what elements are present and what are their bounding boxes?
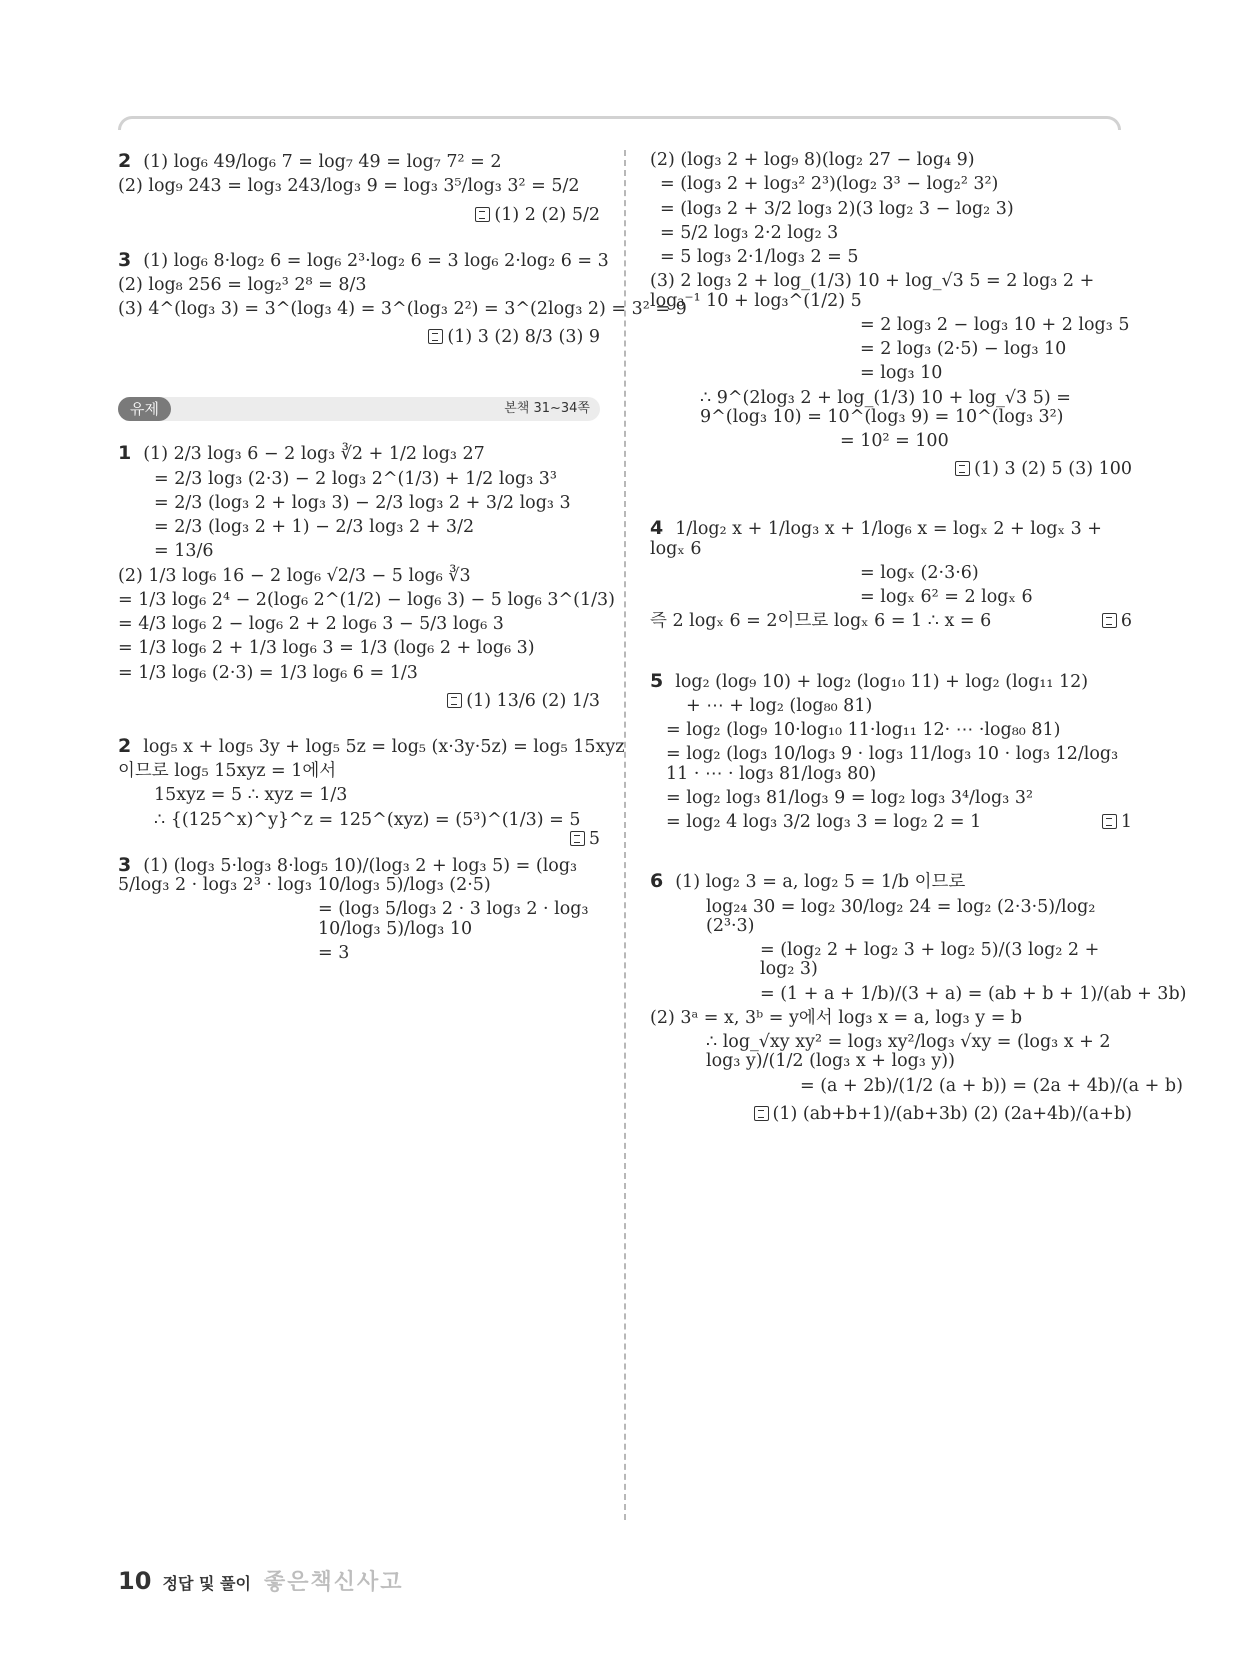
exercise-5-block [650, 671, 1132, 833]
exercise-2-line: 15xyz = 5 ∴ xyz = 1/3 [154, 785, 348, 806]
exercise-3-cont-line: = 2 log₃ (2·5) − log₃ 10 [860, 339, 1067, 359]
exercise-1-line: = 1/3 log₆ 2 + 1/3 log₆ 3 = 1/3 (log₆ 2 + log₆ 3) [118, 638, 535, 659]
problem-3-number: 3 [118, 248, 132, 271]
exercise-3-cont-line: (2) (log₃ 2 + log₉ 8)(log₂ 27 − log₄ 9) [650, 150, 975, 170]
exercise-1-line: = 1/3 log₆ 2⁴ − 2(log₆ 2^(1/2) − log₆ 3) − 5 log₆ 3^(1/3) [118, 589, 615, 610]
exercise-1-line: = 1/3 log₆ (2·3) = 1/3 log₆ 6 = 1/3 [118, 662, 418, 683]
exercise-3-cont-line: = (log₃ 2 + log₃² 2³)(log₂ 3³ − log₂² 3²) [660, 174, 999, 195]
exercise-1-number: 1 [118, 442, 132, 465]
watermark: 좋은책신사고 [264, 1570, 404, 1595]
exercise-3-continued-block [650, 151, 1132, 479]
answer-icon [428, 329, 443, 344]
section-header-bar [118, 397, 600, 421]
answer-icon [570, 831, 585, 846]
exercise-3-line: = (log₃ 5/log₃ 2 · 3 log₃ 2 · log₃ 10/log₃ 5)/log₃ 10 [318, 899, 589, 939]
answer-icon [955, 461, 970, 476]
problem-3-line-3: (3) 4^(log₃ 3) = 3^(log₃ 4) = 3^(log₃ 2²) = 3^(2log₃ 2) = 3² = 9 [118, 299, 687, 319]
exercise-1-line: 1 (1) 2/3 log₃ 6 − 2 log₃ ∛2 + 1/2 log₃ 27 [118, 442, 485, 465]
problem-3-block [118, 248, 687, 348]
exercise-5-line: + ⋯ + log₂ (log₈₀ 81) [686, 695, 873, 716]
exercise-3-cont-line: = (log₃ 2 + 3/2 log₃ 2)(3 log₂ 3 − log₂ 3) [660, 198, 1014, 219]
right-column [650, 146, 1187, 1134]
exercise-4-block [650, 518, 1132, 631]
problem-3-line-2: (2) log₈ 256 = log₂³ 2⁸ = 8/3 [118, 274, 367, 295]
page-number: 10 [118, 1567, 152, 1595]
exercise-6-number: 6 [650, 870, 664, 893]
exercise-5-line: = log₂ (log₃ 10/log₃ 9 · log₃ 11/log₃ 10 · log₃ 12/log₃ 11 · ⋯ · log₃ 81/log₃ 80) [666, 744, 1119, 784]
problem-2-line-1: 2 (1) log₆ 49/log₆ 7 = log₇ 49 = log₇ 7² = 2 [118, 150, 502, 172]
problem-2-line-2: (2) log₉ 243 = log₃ 243/log₃ 9 = log₃ 3⁵/log₃ 3² = 5/2 [118, 176, 580, 197]
exercise-1-line: = 2/3 log₃ (2·3) − 2 log₃ 2^(1/3) + 1/2 log₃ 3³ [154, 468, 557, 489]
problem-2-number: 2 [118, 150, 132, 172]
exercise-6-line: = (a + 2b)/(1/2 (a + b)) = (2a + 4b)/(a + b) [800, 1075, 1183, 1096]
exercise-2-block [118, 734, 625, 849]
exercise-4-line: 즉 2 logₓ 6 = 2이므로 logₓ 6 = 1 ∴ x = 6 6 [650, 611, 1132, 632]
exercise-2-line: ∴ {(125^x)^y}^z = 125^(xyz) = (5³)^(1/3) = 5 5 [154, 809, 600, 849]
exercise-3-number: 3 [118, 853, 132, 876]
exercise-4-line: = logₓ (2·3·6) [860, 562, 979, 583]
left-column [118, 146, 687, 973]
exercise-6-line: = (1 + a + 1/b)/(3 + a) = (ab + b + 1)/(ab + 3b) [760, 983, 1187, 1004]
exercise-1-line: = 13/6 [154, 541, 214, 562]
exercise-6-line: ∴ log_√xy xy² = log₃ xy²/log₃ √xy = (log₃ x + 2 log₃ y)/(1/2 (log₃ x + log₃ y)) [706, 1032, 1111, 1072]
section-page-reference: 본책 31~34쪽 [504, 401, 590, 417]
exercise-1-line: = 4/3 log₆ 2 − log₆ 2 + 2 log₆ 3 − 5/3 log₆ 3 [118, 614, 504, 634]
exercise-3-block [118, 855, 600, 963]
exercise-6-answer: (1) (ab+b+1)/(ab+3b) (2) (2a+4b)/(a+b) [650, 1104, 1132, 1124]
answer-icon [754, 1106, 769, 1121]
exercise-3-cont-line: (3) 2 log₃ 2 + log_(1/3) 10 + log_√3 5 = 2 log₃ 2 + log₃⁻¹ 10 + log₃^(1/2) 5 [650, 271, 1095, 311]
exercise-1-line: = 2/3 (log₃ 2 + log₃ 3) − 2/3 log₃ 2 + 3/2 log₃ 3 [154, 492, 571, 513]
exercise-3-line: 3 (1) (log₃ 5·log₃ 8·log₅ 10)/(log₃ 2 + log₃ 5) = (log₃ 5/log₃ 2 · log₃ 2³ · log₃ 10/log₃ 5)/log₃ (2·5) [118, 853, 578, 895]
section-label: 유제 [118, 397, 171, 421]
exercise-1-line: = 2/3 (log₃ 2 + 1) − 2/3 log₃ 2 + 3/2 [154, 517, 475, 537]
exercise-6-line: (2) 3ᵃ = x, 3ᵇ = y에서 log₃ x = a, log₃ y = b [650, 1007, 1023, 1028]
exercise-4-number: 4 [650, 517, 664, 540]
exercise-5-answer: 1 [1102, 813, 1132, 832]
exercise-5-line: = log₂ log₃ 81/log₃ 9 = log₂ log₃ 3⁴/log₃ 3² [666, 787, 1033, 808]
exercise-6-line: log₂₄ 30 = log₂ 30/log₂ 24 = log₂ (2·3·5)/log₂ (2³·3) [706, 896, 1096, 936]
top-border-bar [118, 116, 1121, 130]
problem-3-answer: (1) 3 (2) 8/3 (3) 9 [118, 327, 600, 347]
exercise-4-line: 4 1/log₂ x + 1/log₃ x + 1/log₆ x = logₓ 2 + logₓ 3 + logₓ 6 [650, 517, 1102, 559]
exercise-3-line: = 3 [318, 942, 350, 963]
footer-label: 정답 및 풀이 [162, 1574, 251, 1593]
exercise-3-cont-line: ∴ 9^(2log₃ 2 + log_(1/3) 10 + log_√3 5) = 9^(log₃ 10) = 10^(log₃ 9) = 10^(log₃ 3²) [700, 387, 1071, 427]
exercise-2-line: 이므로 log₅ 15xyz = 1에서 [118, 761, 337, 781]
exercise-3-cont-line: = 10² = 100 [840, 431, 949, 451]
column-divider [624, 150, 626, 1520]
exercise-5-number: 5 [650, 669, 664, 692]
exercise-5-line: = log₂ (log₉ 10·log₁₀ 11·log₁₁ 12· ⋯ ·log₈₀ 81) [666, 720, 1061, 740]
exercise-3-cont-line: = 5/2 log₃ 2·2 log₂ 3 [660, 222, 839, 243]
exercise-3-answer: (1) 3 (2) 5 (3) 100 [650, 459, 1132, 479]
exercise-4-line: = logₓ 6² = 2 logₓ 6 [860, 587, 1033, 607]
exercise-5-line: = log₂ 4 log₃ 3/2 log₃ 3 = log₂ 2 = 1 1 [666, 812, 1132, 832]
exercise-5-line: 5 log₂ (log₉ 10) + log₂ (log₁₀ 11) + log₂ (log₁₁ 12) [650, 669, 1089, 692]
page-footer [118, 1565, 404, 1596]
exercise-3-cont-line: = 2 log₃ 2 − log₃ 10 + 2 log₃ 5 [860, 314, 1130, 335]
exercise-1-answer: (1) 13/6 (2) 1/3 [118, 691, 600, 711]
answer-icon [475, 207, 490, 222]
problem-2-block [118, 151, 600, 225]
exercise-3-cont-line: = 5 log₃ 2·1/log₃ 2 = 5 [660, 247, 859, 267]
exercise-1-block [118, 442, 615, 711]
answer-icon [1102, 613, 1117, 628]
exercise-2-number: 2 [118, 734, 132, 757]
exercise-4-answer: 6 [1102, 612, 1132, 631]
exercise-3-cont-line: = log₃ 10 [860, 363, 943, 384]
exercise-1-line: (2) 1/3 log₆ 16 − 2 log₆ √2/3 − 5 log₆ ∛3 [118, 565, 471, 586]
exercise-6-line: = (log₂ 2 + log₂ 3 + log₂ 5)/(3 log₂ 2 + log₂ 3) [760, 940, 1100, 980]
problem-2-answer: (1) 2 (2) 5/2 [118, 205, 600, 225]
answer-icon [1102, 814, 1117, 829]
answer-icon [447, 693, 462, 708]
exercise-2-line: 2 log₅ x + log₅ 3y + log₅ 5z = log₅ (x·3y·5z) = log₅ 15xyz [118, 734, 625, 757]
exercise-6-line: 6 (1) log₂ 3 = a, log₂ 5 = 1/b 이므로 [650, 870, 966, 893]
exercise-6-block [650, 870, 1187, 1124]
problem-3-line-1: 3 (1) log₆ 8·log₂ 6 = log₆ 2³·log₂ 6 = 3 log₆ 2·log₂ 6 = 3 [118, 248, 609, 271]
exercise-2-answer: 5 [570, 830, 600, 849]
